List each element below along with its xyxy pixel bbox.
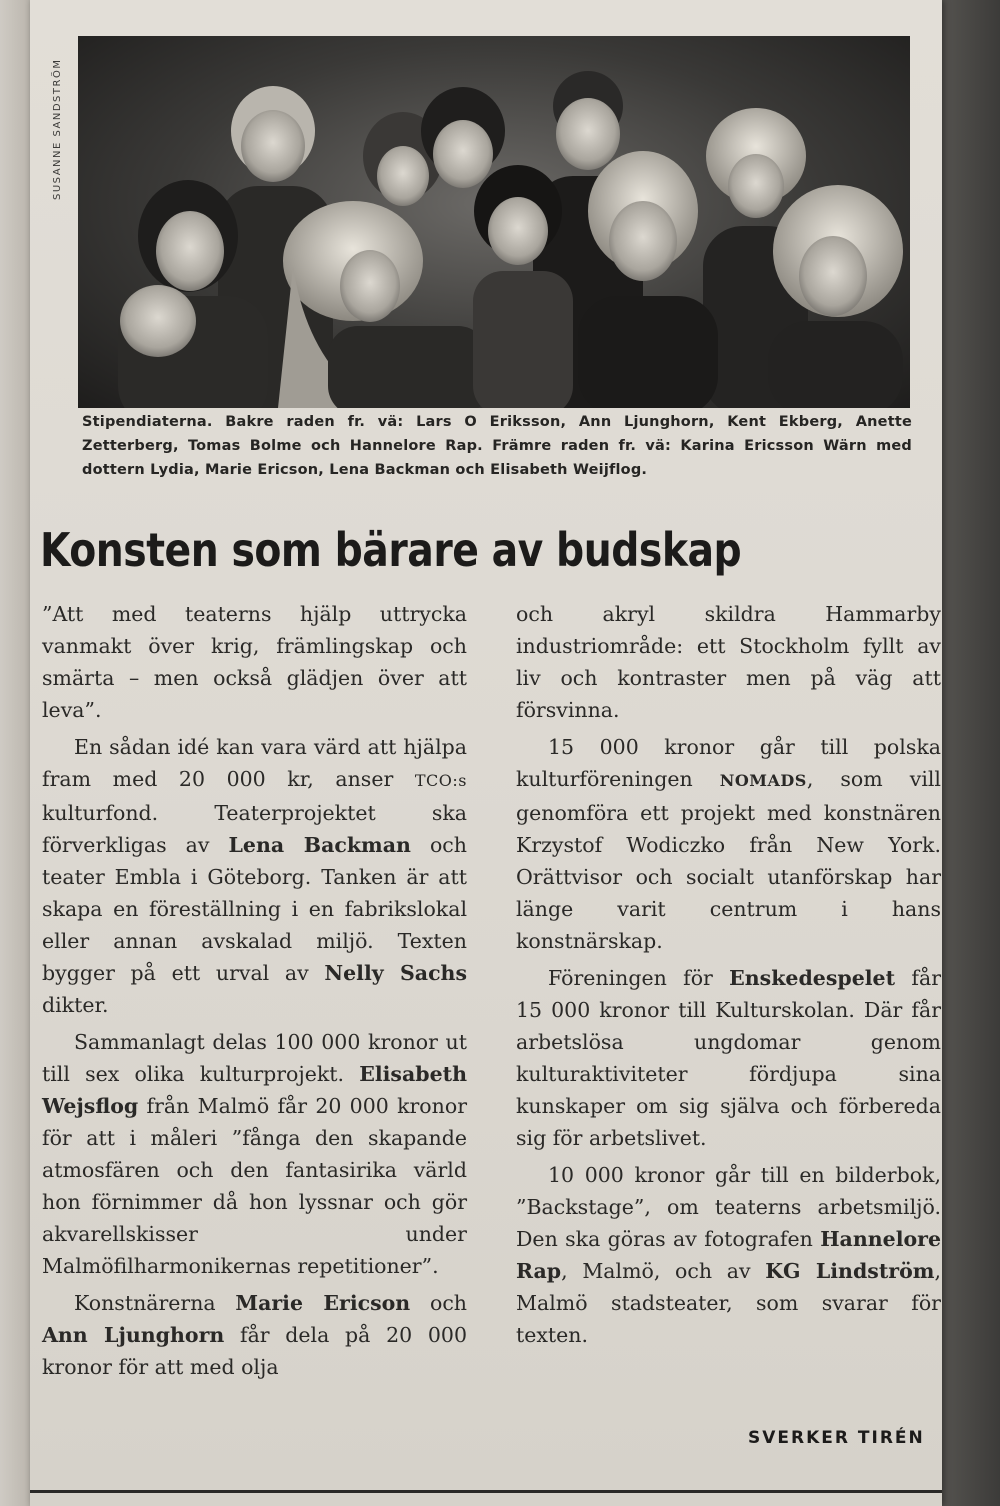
headline: Konsten som bärare av budskap	[40, 523, 742, 577]
article-paragraph	[516, 731, 941, 957]
article-text: Konstnärerna	[74, 1291, 236, 1315]
article-bold-name: Ann Ljunghorn	[42, 1323, 225, 1347]
article-text: Föreningen för	[548, 966, 730, 990]
group-photo	[78, 36, 910, 408]
photo-caption: Stipendiaterna. Bakre raden fr. vä: Lars O Eriksson, Ann Ljunghorn, Kent Ekberg, Anette Zetterberg, Tomas Bolme och Hannelore Rap. Främre raden fr. vä: Karina Ericsson Wärn med dottern Lydia, Marie Ericson, Lena Backman och Elisabeth Weijflog.	[82, 414, 912, 478]
article-text: , Malmö, och av	[561, 1259, 766, 1283]
article-bold-name: Marie Ericson	[235, 1291, 411, 1315]
article-paragraph	[42, 1287, 467, 1383]
article-text: får 15 000 kronor till Kulturskolan. Där får arbetslösa ungdomar genom kulturaktiviteter fördjupa sina kunskaper om sig själva och förbereda sig för arbetslivet.	[516, 966, 941, 1150]
article-text: TCO:s	[414, 771, 467, 790]
article-text: En sådan idé kan vara värd att hjälpa fram med 20 000 kr, anser	[42, 735, 467, 791]
article-bold-name: NOMADS	[719, 771, 807, 790]
article-text: och teater Embla i Göteborg. Tanken är att skapa en föreställning i en fabrikslokal eller annan avskalad miljö. Texten bygger på ett urval av	[42, 833, 467, 985]
article-text: dikter.	[42, 993, 109, 1017]
group-photo-illustration	[78, 36, 910, 408]
article-text: får dela på 20 000 kronor för att med olja	[42, 1323, 467, 1379]
article-bold-name: KG Lindström	[765, 1259, 935, 1283]
article-text: , som vill genomföra ett projekt med konstnären Krzystof Wodiczko från New York. Orättvisor och socialt utanförskap har länge varit centrum i hans konstnärskap.	[516, 767, 941, 953]
article-text: ”Att med teaterns hjälp uttrycka vanmakt över krig, främlingskap och smärta – men också glädjen över att leva”.	[42, 602, 467, 722]
photo-credit: SUSANNE SANDSTRÖM	[52, 58, 63, 200]
article-bold-name: Enskedespelet	[729, 966, 896, 990]
article-bold-name: Elisabeth Wejsflog	[42, 1062, 467, 1118]
article-text: 15 000 kronor går till polska kulturföreningen	[516, 735, 941, 791]
article-paragraph	[516, 598, 941, 726]
article-text: kulturfond. Teaterprojektet ska förverkligas av	[42, 801, 467, 857]
article-column-right	[516, 598, 941, 1351]
article-bold-name: Nelly Sachs	[324, 961, 467, 985]
article-paragraph	[42, 598, 467, 726]
article-bold-name: Lena Backman	[228, 833, 411, 857]
article-text: 10 000 kronor går till en bilderbok, ”Backstage”, om teaterns arbetsmiljö. Den ska göras av fotografen	[516, 1163, 941, 1251]
article-paragraph	[516, 962, 941, 1154]
newspaper-clipping	[30, 0, 942, 1506]
article-paragraph	[42, 731, 467, 1021]
article-text: Sammanlagt delas 100 000 kronor ut till sex olika kulturprojekt.	[42, 1030, 467, 1086]
bottom-rule	[30, 1490, 942, 1493]
article-text: , Malmö stadsteater, som svarar för texten.	[516, 1259, 941, 1347]
article-paragraph	[516, 1159, 941, 1351]
article-paragraph	[42, 1026, 467, 1282]
article-column-left	[42, 598, 467, 1383]
article-text: och akryl skildra Hammarby industriområde: ett Stockholm fyllt av liv och kontraster men på väg att försvinna.	[516, 602, 941, 722]
article-text: från Malmö får 20 000 kronor för att i måleri ”fånga den skapande atmosfären och den fantasirika värld hon förnimmer då hon lyssnar och gör akvarellskisser under Malmöfilharmonikernas repetitioner”.	[42, 1094, 467, 1278]
byline: SVERKER TIRÉN	[748, 1428, 925, 1448]
article-text: och	[410, 1291, 468, 1315]
article-bold-name: Hannelore Rap	[516, 1227, 941, 1283]
